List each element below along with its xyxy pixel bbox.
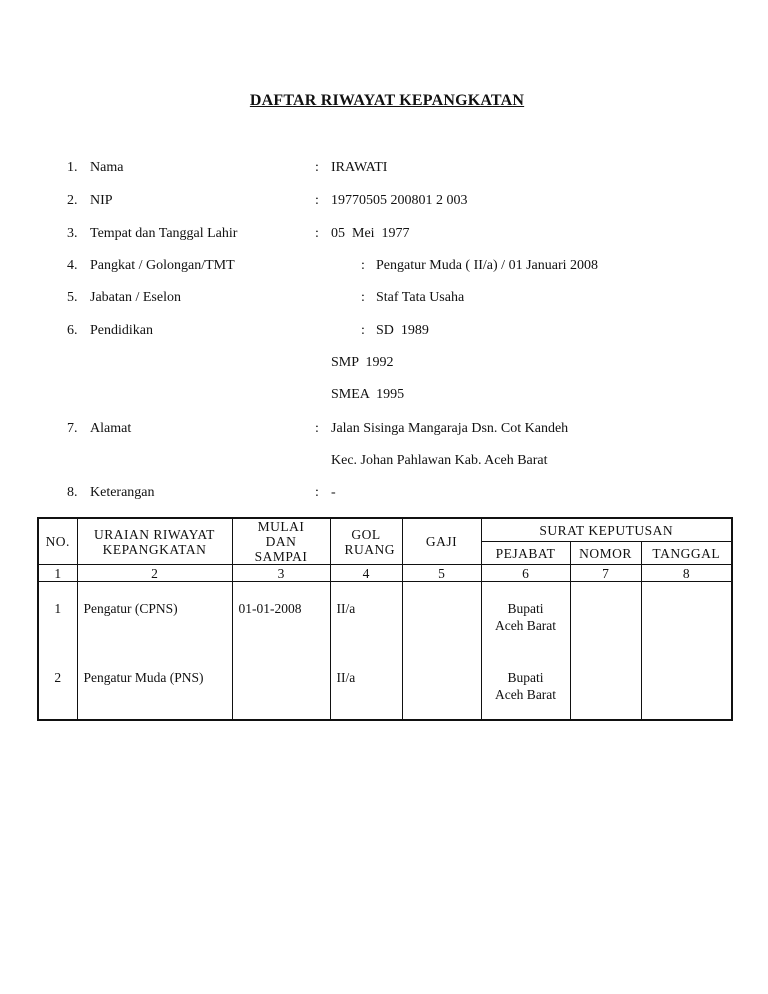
field-colon: : (315, 193, 319, 208)
field-value: 19770505 200801 2 003 (331, 193, 468, 208)
field-number: 1. (67, 160, 78, 175)
column-number: 6 (481, 565, 570, 582)
header-uraian: URAIAN RIWAYAT KEPANGKATAN (77, 518, 232, 565)
table-cell-mulai: 01-01-2008 (238, 600, 302, 616)
table-cell-pejabat: Bupati (507, 600, 544, 616)
column-number: 1 (38, 565, 77, 582)
field-number: 5. (67, 290, 78, 305)
cell-mulai (232, 582, 330, 721)
field-colon: : (361, 258, 365, 273)
column-number: 7 (570, 565, 641, 582)
cell-nomor (570, 582, 641, 721)
field-number: 4. (67, 258, 78, 273)
field-value: IRAWATI (331, 160, 388, 175)
riwayat-table (37, 517, 733, 721)
field-label: Nama (90, 160, 124, 175)
field-colon: : (315, 226, 319, 241)
field-value: SD 1989 (376, 323, 429, 338)
column-number: 5 (402, 565, 481, 582)
field-colon: : (361, 290, 365, 305)
field-value: SMP 1992 (331, 355, 394, 370)
field-number: 2. (67, 193, 78, 208)
table-cell-pejabat: Aceh Barat (494, 686, 557, 702)
field-colon: : (361, 323, 365, 338)
header-mulai: MULAI DAN SAMPAI (232, 518, 330, 565)
field-number: 3. (67, 226, 78, 241)
column-number: 4 (330, 565, 402, 582)
table-cell-no: 2 (54, 669, 62, 685)
field-label: Pangkat / Golongan/TMT (90, 258, 235, 273)
table-cell-pejabat: Aceh Barat (494, 617, 557, 633)
column-number: 3 (232, 565, 330, 582)
field-value: Staf Tata Usaha (376, 290, 465, 305)
field-number: 8. (67, 485, 78, 500)
table-cell-gol: II/a (336, 669, 356, 685)
column-number: 2 (77, 565, 232, 582)
table-cell-uraian: Pengatur Muda (PNS) (83, 669, 204, 685)
cell-uraian (77, 582, 232, 721)
table-cell-gol: II/a (336, 600, 356, 616)
field-label: Alamat (90, 421, 132, 436)
field-label: Tempat dan Tanggal Lahir (90, 226, 238, 241)
field-colon: : (315, 485, 319, 500)
field-label: Pendidikan (90, 323, 153, 338)
header-gol: GOL RUANG (330, 518, 402, 565)
header-pejabat: PEJABAT (481, 542, 570, 565)
header-surat-keputusan: SURAT KEPUTUSAN (481, 518, 732, 542)
table-cell-pejabat: Bupati (507, 669, 544, 685)
field-colon: : (315, 160, 319, 175)
header-tanggal: TANGGAL (641, 542, 732, 565)
field-value: Pengatur Muda ( II/a) / 01 Januari 2008 (376, 258, 598, 273)
field-value: Kec. Johan Pahlawan Kab. Aceh Barat (331, 453, 548, 468)
header-nomor: NOMOR (570, 542, 641, 565)
table-cell-uraian: Pengatur (CPNS) (83, 600, 178, 616)
document-title: DAFTAR RIWAYAT KEPANGKATAN (249, 92, 525, 109)
header-gaji: GAJI (402, 518, 481, 565)
field-value: SMEA 1995 (331, 387, 405, 402)
field-label: Jabatan / Eselon (90, 290, 181, 305)
field-label: Keterangan (90, 485, 155, 500)
cell-pejabat (481, 582, 570, 721)
field-number: 7. (67, 421, 78, 436)
field-label: NIP (90, 193, 113, 208)
column-number-row (38, 565, 732, 582)
cell-gaji (402, 582, 481, 721)
cell-gol (330, 582, 402, 721)
field-value: Jalan Sisinga Mangaraja Dsn. Cot Kandeh (331, 421, 569, 436)
field-colon: : (315, 421, 319, 436)
header-no: NO. (38, 518, 77, 565)
cell-no (38, 582, 77, 721)
cell-tanggal (641, 582, 732, 721)
field-value: 05 Mei 1977 (331, 226, 410, 241)
table-cell-no: 1 (54, 600, 62, 616)
field-value: - (331, 485, 336, 500)
table-body-row (38, 582, 732, 721)
field-number: 6. (67, 323, 78, 338)
column-number: 8 (641, 565, 732, 582)
